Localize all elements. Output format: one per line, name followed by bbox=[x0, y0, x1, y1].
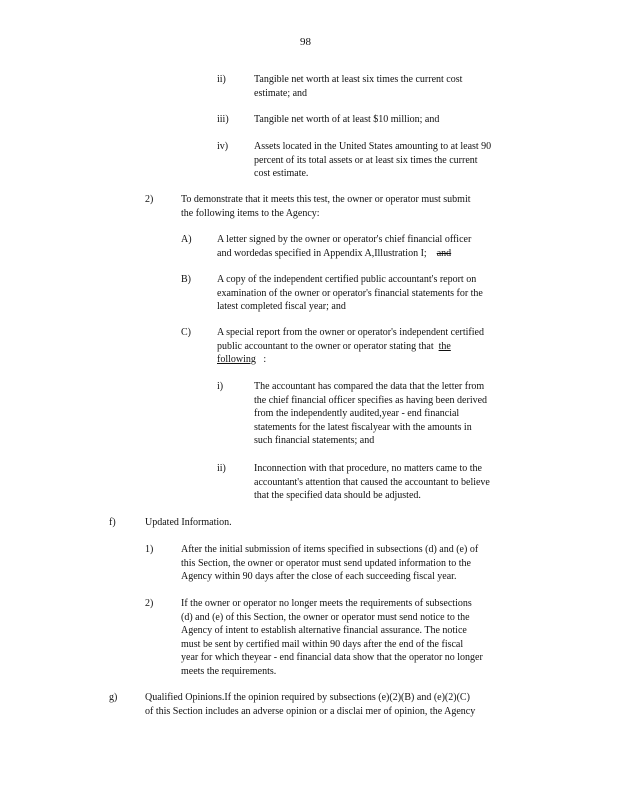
item-label: ii) bbox=[217, 74, 226, 85]
item-text bbox=[217, 233, 522, 260]
section-label: g) bbox=[109, 692, 118, 703]
text-line: meets the requirements. bbox=[181, 665, 277, 677]
struck-text: and bbox=[436, 247, 452, 259]
item-text bbox=[254, 73, 504, 100]
item-label: 2) bbox=[145, 194, 154, 205]
item-text bbox=[254, 462, 534, 503]
text-line: Assets located in the United States amounting to at least 90 bbox=[254, 141, 492, 152]
text-line: this Section, the owner or operator must send updated information to the bbox=[181, 557, 471, 569]
item-text bbox=[181, 543, 539, 584]
item-text-continuation bbox=[145, 705, 539, 719]
text-line bbox=[217, 353, 533, 367]
text-line: The accountant has compared the data that the letter from bbox=[254, 381, 485, 392]
text-line: must be sent by certified mail within 90 days after the end of the fiscal bbox=[181, 638, 464, 650]
item-label: 2) bbox=[145, 598, 154, 609]
item-text bbox=[254, 380, 528, 448]
text-line: A special report from the owner or operator's independent certified bbox=[217, 327, 484, 338]
text-line: After the initial submission of items specified in subsections (d) and (e) of bbox=[181, 544, 479, 555]
text-line: such financial statements; and bbox=[254, 435, 375, 447]
section-title: Updated Information. bbox=[145, 517, 232, 528]
text-line: percent of its total assets or at least six times the current bbox=[254, 154, 478, 166]
item-label: ii) bbox=[217, 463, 226, 474]
text-line: from the independently audited,year - end financial bbox=[254, 408, 460, 420]
item-label: 1) bbox=[145, 544, 154, 555]
text-line bbox=[217, 340, 533, 354]
item-text bbox=[217, 326, 533, 367]
item-text bbox=[145, 691, 539, 705]
text-line: Tangible net worth at least six times the current cost bbox=[254, 74, 463, 85]
text-line: accountant's attention that caused the accountant to believe bbox=[254, 476, 490, 488]
item-label: iv) bbox=[217, 141, 229, 152]
text-line: A letter signed by the owner or operator's chief financial officer bbox=[217, 234, 472, 245]
text-segment: and wordedas specified in Appendix A,Illustration I; bbox=[217, 247, 427, 259]
text-line: A copy of the independent certified public accountant's report on bbox=[217, 274, 477, 285]
item-label: C) bbox=[181, 327, 191, 338]
item-label: A) bbox=[181, 234, 192, 245]
item-label: iii) bbox=[217, 114, 229, 125]
text-line bbox=[217, 247, 522, 261]
text-segment: public accountant to the owner or operator stating that bbox=[217, 340, 434, 352]
text-line: estimate; and bbox=[254, 87, 308, 99]
text-line: Agency within 90 days after the close of each succeeding fiscal year. bbox=[181, 571, 457, 583]
text-line: examination of the owner or operator's financial statements for the bbox=[217, 287, 483, 299]
text-line: Qualified Opinions.If the opinion required by subsections (e)(2)(B) and (e)(2)(C) bbox=[145, 692, 470, 703]
item-text bbox=[254, 140, 542, 181]
item-label: i) bbox=[217, 381, 224, 392]
text-line: that the specified data should be adjusted. bbox=[254, 490, 421, 502]
underlined-text: the bbox=[438, 340, 451, 352]
item-text bbox=[181, 597, 539, 679]
text-line: of this Section includes an adverse opinion or a disclai mer of opinion, the Agency bbox=[145, 705, 476, 717]
text-line: latest completed fiscal year; and bbox=[217, 301, 346, 313]
item-text bbox=[254, 113, 504, 127]
item-label: B) bbox=[181, 274, 191, 285]
page-number: 98 bbox=[300, 36, 311, 48]
underlined-text: following bbox=[217, 354, 256, 366]
text-line: statements for the latest fiscalyear with the amounts in bbox=[254, 421, 472, 433]
item-text bbox=[181, 193, 531, 220]
text-line: the following items to the Agency: bbox=[181, 207, 320, 219]
text-line: the chief financial officer specifies as having been derived bbox=[254, 394, 488, 406]
text-line: Agency of intent to establish alternative financial assurance. The notice bbox=[181, 625, 467, 637]
text-line: Inconnection with that procedure, no matters came to the bbox=[254, 463, 482, 474]
text-line: year for which theyear - end financial data show that the operator no longer bbox=[181, 652, 483, 664]
item-text bbox=[217, 273, 537, 314]
text-line: If the owner or operator no longer meets the requirements of subsections bbox=[181, 598, 472, 609]
text-segment: : bbox=[263, 354, 267, 366]
section-label: f) bbox=[109, 517, 116, 528]
text-line: To demonstrate that it meets this test, the owner or operator must submit bbox=[181, 194, 471, 205]
text-line: Tangible net worth of at least $10 million; and bbox=[254, 114, 440, 125]
text-line: cost estimate. bbox=[254, 168, 309, 180]
text-line: (d) and (e) of this Section, the owner or operator must send notice to the bbox=[181, 611, 470, 623]
